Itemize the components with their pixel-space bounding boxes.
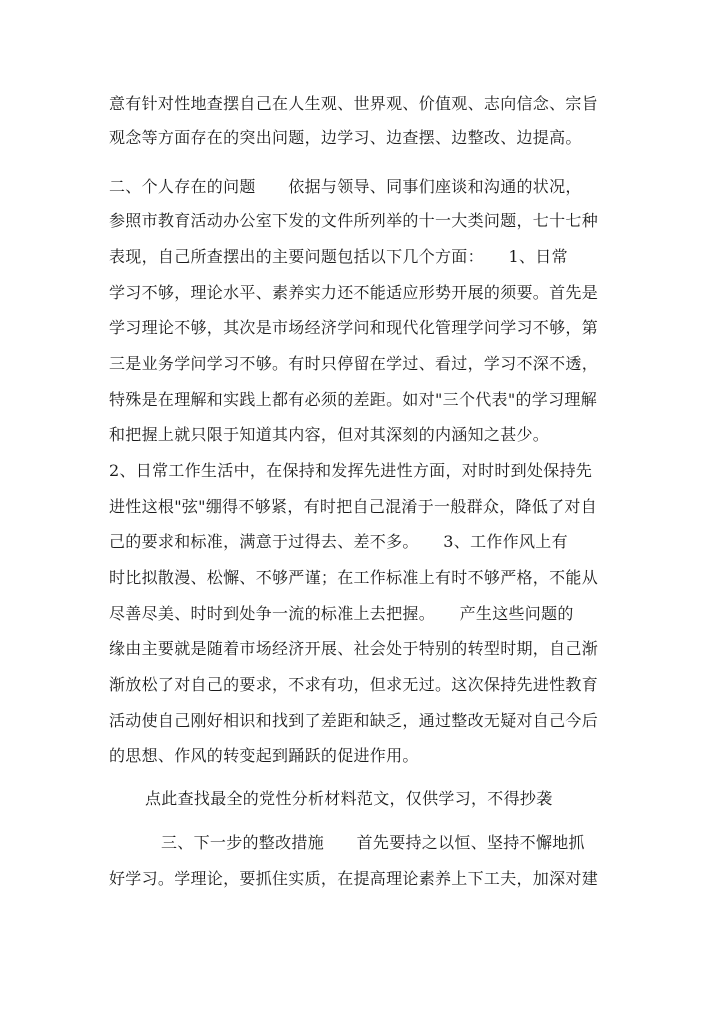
text-line: 活动使自己刚好相识和找到了差距和缺乏，通过整改无疑对自己今后 bbox=[109, 711, 599, 730]
text-line: 二、个人存在的问题 依据与领导、同事们座谈和沟通的状况， bbox=[109, 177, 582, 196]
text-line: 意有针对性地查摆自己在人生观、世界观、价值观、志向信念、宗旨 bbox=[109, 94, 599, 113]
text-line: 学习理论不够，其次是市场经济学问和现代化管理学问学习不够，第 bbox=[109, 318, 599, 337]
text-line: 三是业务学问学习不够。有时只停留在学过、看过，学习不深不透， bbox=[109, 354, 599, 373]
text-line: 学习不够，理论水平、素养实力还不能适应形势开展的须要。首先是 bbox=[109, 283, 599, 302]
text-line: 的思想、作风的转变起到踊跃的促进作用。 bbox=[109, 746, 419, 765]
text-line: 参照市教育活动办公室下发的文件所列举的十一大类问题，七十七种 bbox=[109, 211, 599, 230]
text-line: 进性这根"弦"绷得不够紧，有时把自己混淆于一般群众，降低了对自 bbox=[109, 497, 598, 516]
text-line: 渐放松了对自己的要求，不求有功，但求无过。这次保持先进性教育 bbox=[109, 675, 599, 694]
text-line: 和把握上就只限于知道其内容，但对其深刻的内涵知之甚少。 bbox=[109, 425, 550, 444]
text-line: 好学习。学理论，要抓住实质，在提高理论素养上下工夫，加深对建 bbox=[109, 869, 599, 888]
text-line: 缘由主要就是随着市场经济开展、社会处于特别的转型时期，自己渐 bbox=[109, 639, 599, 658]
section-heading-line: 三、下一步的整改措施 首先要持之以恒、坚持不懈地抓 bbox=[161, 833, 585, 852]
text-line: 尽善尽美、时时到处争一流的标准上去把握。 产生这些问题的 bbox=[109, 604, 574, 623]
text-line: 己的要求和标准，满意于过得去、差不多。 3、工作作风上有 bbox=[109, 532, 568, 551]
text-line: 2、日常工作生活中，在保持和发挥先进性方面，对时时到处保持先 bbox=[109, 461, 593, 480]
text-line: 观念等方面存在的突出问题，边学习、边查摆、边整改、边提高。 bbox=[109, 128, 582, 147]
text-line: 时比拟散漫、松懈、不够严谨；在工作标准上有时不够严格，不能从 bbox=[109, 568, 599, 587]
text-line: 特殊是在理解和实践上都有必须的差距。如对"三个代表"的学习理解 bbox=[109, 390, 598, 409]
reference-note-line: 点此查找最全的党性分析材料范文，仅供学习，不得抄袭 bbox=[145, 789, 553, 808]
text-line: 表现，自己所查摆出的主要问题包括以下几个方面： 1、日常 bbox=[109, 247, 568, 266]
